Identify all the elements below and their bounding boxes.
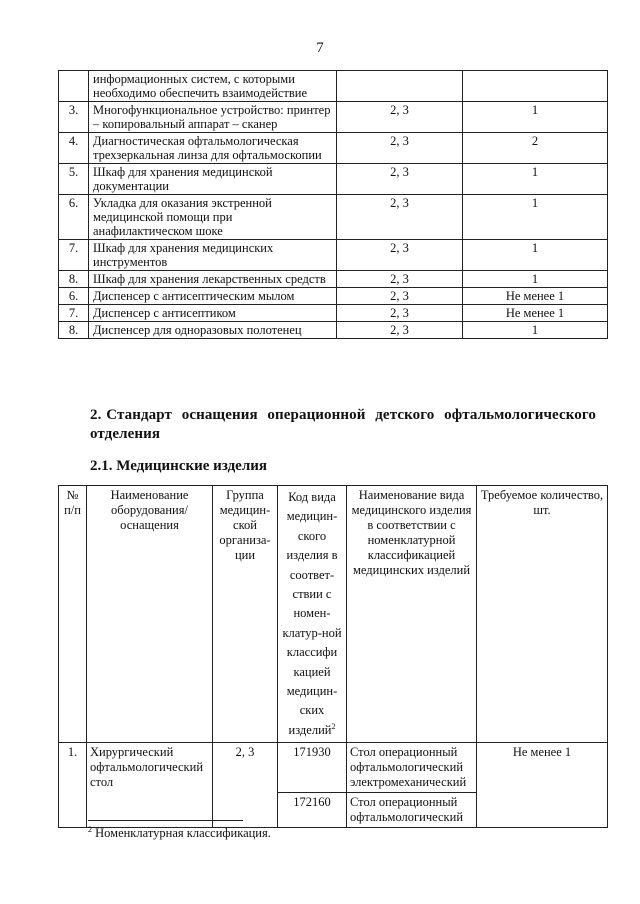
row-group: 2, 3 [337, 305, 463, 322]
medical-devices-table [58, 485, 608, 828]
row-group: 2, 3 [337, 322, 463, 339]
row-num: 8. [59, 322, 89, 339]
row-name: Шкаф для хранения медицинских инструментов [89, 240, 337, 271]
row-qty: 1 [463, 195, 608, 240]
row-num [59, 71, 89, 102]
row-qty: 1 [463, 102, 608, 133]
row-num: 6. [59, 195, 89, 240]
header-group: Группа медицин-ской организа-ции [213, 486, 278, 743]
footnote [88, 826, 271, 841]
row-num: 7. [59, 240, 89, 271]
row-name: Хирургический офтальмологический стол [87, 743, 213, 828]
row-group: 2, 3 [337, 133, 463, 164]
row-num: 3. [59, 102, 89, 133]
row-name: информационных систем, с которыми необходимо обеспечить взаимодействие [89, 71, 337, 102]
row-qty [463, 71, 608, 102]
row-qty: Не менее 1 [477, 743, 608, 828]
row-name: Шкаф для хранения лекарственных средств [89, 271, 337, 288]
table-row [59, 271, 608, 288]
header-kind: Наименование вида медицинского изделия в соответствии с номенклатурной классификацией медицинских изделий [347, 486, 477, 743]
row-group: 2, 3 [213, 743, 278, 828]
header-code-text: Код вида медицин-ского изделия в соответ-ствии с номен-клатур-ной классифи кацией медицин-ских изделий [282, 490, 342, 737]
table-row [59, 164, 608, 195]
row-qty: 1 [463, 164, 608, 195]
section-title [90, 406, 596, 444]
table-row [59, 240, 608, 271]
row-qty: 1 [463, 240, 608, 271]
table-row [59, 102, 608, 133]
row-name: Укладка для оказания экстренной медицинской помощи при анафилактическом шоке [89, 195, 337, 240]
row-name: Многофункциональное устройство: принтер – копировальный аппарат – сканер [89, 102, 337, 133]
row-name: Шкаф для хранения медицинской документации [89, 164, 337, 195]
header-code-footnote-mark: 2 [331, 721, 336, 731]
row-group: 2, 3 [337, 102, 463, 133]
header-name: Наименование оборудования/ оснащения [87, 486, 213, 743]
row-num: 6. [59, 288, 89, 305]
footnote-separator [88, 820, 243, 821]
table-row [59, 322, 608, 339]
row-num: 1. [59, 743, 87, 828]
section-number: 2. [90, 407, 102, 423]
row-kind: Стол операционный офтальмологический электромеханический [347, 743, 477, 793]
row-code: 171930 [278, 743, 347, 793]
table-row [59, 305, 608, 322]
row-qty: 2 [463, 133, 608, 164]
row-group: 2, 3 [337, 164, 463, 195]
row-qty: Не менее 1 [463, 305, 608, 322]
header-num: № п/п [59, 486, 87, 743]
table-row [59, 743, 608, 793]
footnote-mark: 2 [88, 824, 92, 834]
header-qty: Требуемое количество, шт. [477, 486, 608, 743]
table-row [59, 71, 608, 102]
table-header-row [59, 486, 608, 743]
row-group [337, 71, 463, 102]
page-number: 7 [316, 40, 324, 56]
section-title-text: Стандарт оснащения операционной детского офтальмологического отделения [90, 407, 596, 442]
header-code [278, 486, 347, 743]
table-row [59, 288, 608, 305]
footnote-text: Номенклатурная классификация. [92, 826, 271, 840]
row-kind: Стол операционный офтальмологический [347, 793, 477, 828]
subsection-title: 2.1. Медицинские изделия [90, 458, 267, 474]
row-code: 172160 [278, 793, 347, 828]
table-row [59, 133, 608, 164]
row-group: 2, 3 [337, 195, 463, 240]
row-name: Диспенсер для одноразовых полотенец [89, 322, 337, 339]
row-num: 4. [59, 133, 89, 164]
row-qty: 1 [463, 322, 608, 339]
row-num: 8. [59, 271, 89, 288]
row-group: 2, 3 [337, 271, 463, 288]
row-group: 2, 3 [337, 288, 463, 305]
row-name: Диспенсер с антисептиком [89, 305, 337, 322]
row-qty: Не менее 1 [463, 288, 608, 305]
row-num: 5. [59, 164, 89, 195]
row-name: Диагностическая офтальмологическая трехзеркальная линза для офтальмоскопии [89, 133, 337, 164]
row-qty: 1 [463, 271, 608, 288]
equipment-table-continued [58, 70, 608, 339]
table-row [59, 195, 608, 240]
row-name: Диспенсер с антисептическим мылом [89, 288, 337, 305]
row-group: 2, 3 [337, 240, 463, 271]
row-num: 7. [59, 305, 89, 322]
